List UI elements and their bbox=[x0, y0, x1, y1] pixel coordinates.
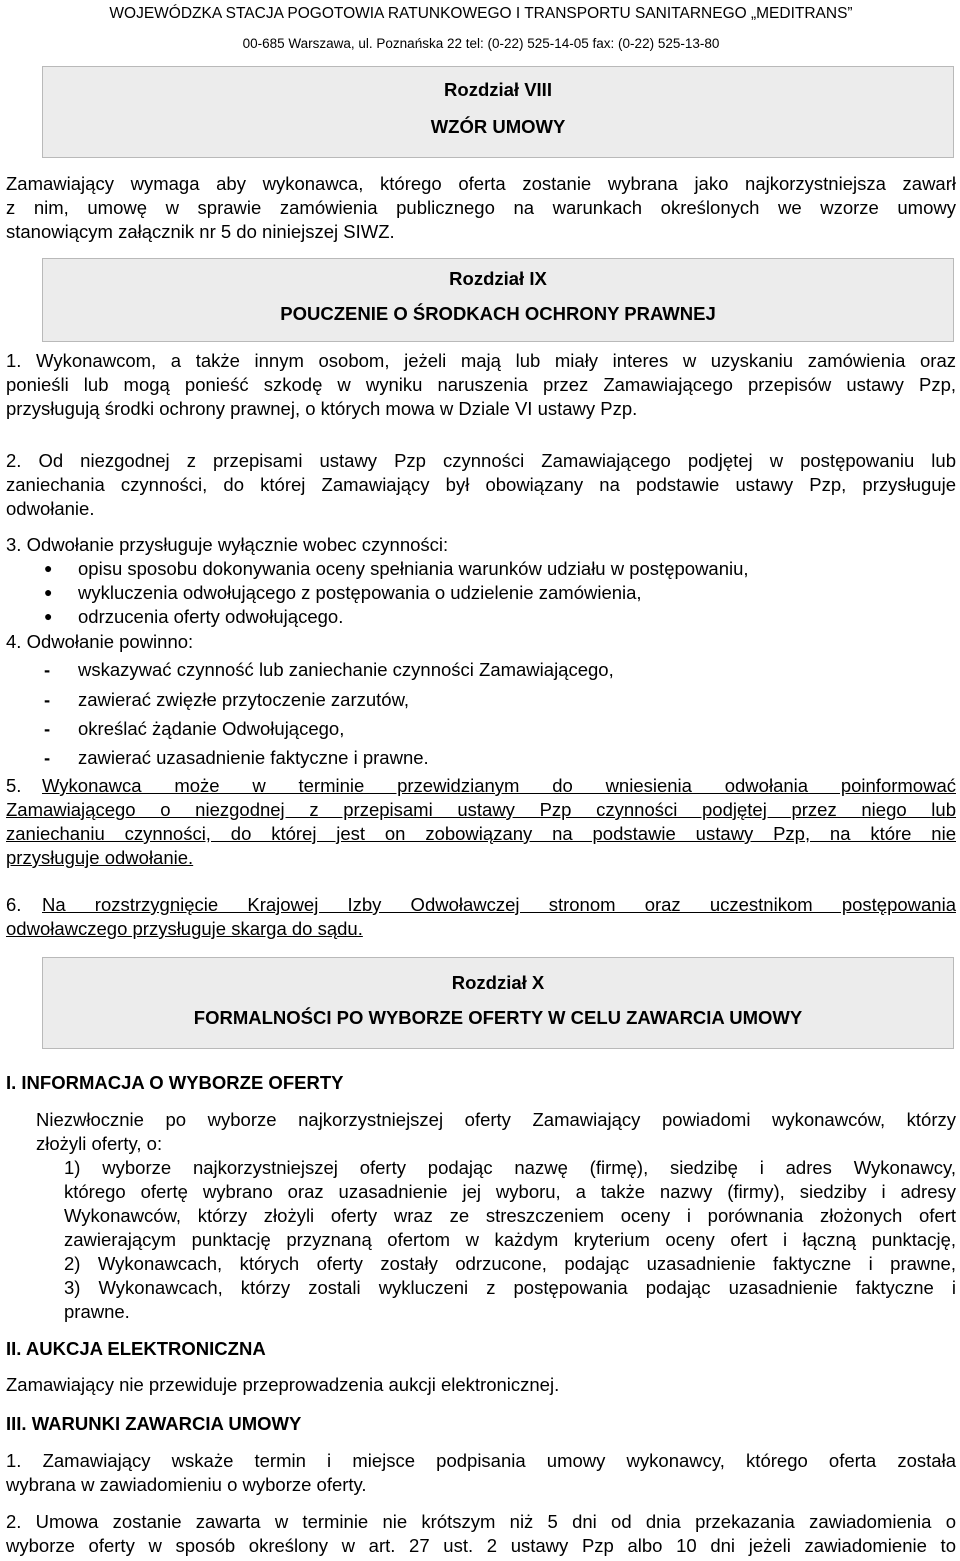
bullet-icon: ● bbox=[44, 608, 53, 624]
point-5-number: 5. bbox=[6, 775, 22, 796]
bullet-icon: ● bbox=[44, 560, 53, 576]
header-organization: WOJEWÓDZKA STACJA POGOTOWIA RATUNKOWEGO I TRANSPORTU SANITARNEGO „MEDITRANS” bbox=[109, 5, 853, 22]
chapter-8-title: Rozdział VIII bbox=[444, 79, 552, 100]
list-item: opisu sposobu dokonywania oceny spełniania warunków udziału w postępowaniu, bbox=[78, 558, 749, 579]
chapter-9-point-1: 1. Wykonawcom, a także innym osobom, jeżeli mają lub miały interes w uzyskaniu zamówienia oraz ponieśli lub mogą ponieść szkodę w wyniku naruszenia przez Zamawiającego przepisów ustawy Pzp, przysługują środki ochrony prawnej, o których mowa w Dziale VI ustawy Pzp. bbox=[6, 350, 956, 419]
section-3-heading: III. WARUNKI ZAWARCIA UMOWY bbox=[6, 1413, 302, 1434]
chapter-9-subtitle: POUCZENIE O ŚRODKACH OCHRONY PRAWNEJ bbox=[280, 303, 716, 324]
section-1-intro: Niezwłocznie po wyborze najkorzystniejszej oferty Zamawiający powiadomi wykonawców, którzy złożyli oferty, o: bbox=[36, 1109, 956, 1154]
chapter-9-point-6: Na rozstrzygnięcie Krajowej Izby Odwoławczej stronom oraz uczestnikom postępowania odwoławczego przysługuje skarga do sądu. bbox=[6, 894, 956, 939]
chapter-8-paragraph: Zamawiający wymaga aby wykonawca, którego oferta zostanie wybrana jako najkorzystniejsza zawarł z nim, umowę w sprawie zamówienia publicznego na warunkach określonych we wzorze umowy stanowiącym załącznik nr 5 do niniejszej SIWZ. bbox=[6, 173, 956, 242]
list-item: wskazywać czynność lub zaniechanie czynności Zamawiającego, bbox=[78, 659, 614, 680]
chapter-9-point-2: 2. Od niezgodnej z przepisami ustawy Pzp czynności Zamawiającego podjętej w postępowaniu lub zaniechania czynności, do której Zamawiający był obowiązany na podstawie ustawy Pzp, przysługuje odwołanie. bbox=[6, 450, 956, 519]
chapter-8-subtitle: WZÓR UMOWY bbox=[430, 116, 566, 137]
chapter-9-heading-box bbox=[42, 258, 954, 342]
section-1-list: 1) wyborze najkorzystniejszej oferty podając nazwę (firmę), siedzibę i adres Wykonawcy, którego ofertę wybrano oraz uzasadnienie jej wyboru, a także nazwy (firmy), siedziby i adresy Wykonawców, którzy złożyli oferty wraz ze streszczeniem oceny i porównania złożonych ofert zawierającym punktację przyznaną ofertom w każdym kryterium oceny ofert i łączną punktację, 2) Wykonawcach, których oferty zostały odrzucone, podając uzasadnienie faktyczne i prawne, 3) Wykonawcach, którzy zostali wykluczeni z postępowania podając uzasadnienie faktyczne i prawne. bbox=[64, 1157, 956, 1322]
dash-marker: - bbox=[44, 718, 51, 739]
section-2-heading: II. AUKCJA ELEKTRONICZNA bbox=[6, 1338, 266, 1359]
list-item: zawierać uzasadnienie faktyczne i prawne. bbox=[78, 747, 429, 768]
section-3-point-1: 1. Zamawiający wskaże termin i miejsce podpisania umowy wykonawcy, którego oferta została wybrana w zawiadomieniu o wyborze oferty. bbox=[6, 1450, 956, 1495]
chapter-8-heading-box bbox=[42, 66, 954, 158]
bullet-icon: ● bbox=[44, 584, 53, 600]
point-6-number: 6. bbox=[6, 894, 22, 915]
chapter-10-title: Rozdział X bbox=[451, 972, 545, 993]
chapter-9-point-4: 4. Odwołanie powinno: bbox=[6, 631, 194, 652]
section-1-heading: I. INFORMACJA O WYBORZE OFERTY bbox=[6, 1072, 344, 1093]
section-3-point-2: 2. Umowa zostanie zawarta w terminie nie krótszym niż 5 dni od dnia przekazania zawiadomienia o wyborze oferty w sposób określony w art. 27 ust. 2 ustawy Pzp albo 10 dni jeżeli zawiadomienie to bbox=[6, 1511, 956, 1556]
list-item: określać żądanie Odwołującego, bbox=[78, 718, 345, 739]
dash-marker: - bbox=[44, 689, 51, 710]
dash-marker: - bbox=[44, 747, 51, 768]
chapter-10-heading-box bbox=[42, 957, 954, 1049]
header-address: 00-685 Warszawa, ul. Poznańska 22 tel: (0-22) 525-14-05 fax: (0-22) 525-13-80 bbox=[242, 36, 720, 51]
chapter-9-title: Rozdział IX bbox=[449, 268, 547, 289]
list-item: odrzucenia oferty odwołującego. bbox=[78, 606, 344, 627]
list-item: zawierać zwięzłe przytoczenie zarzutów, bbox=[78, 689, 410, 710]
section-2-text: Zamawiający nie przewiduje przeprowadzenia aukcji elektronicznej. bbox=[6, 1374, 560, 1395]
chapter-9-point-5: Wykonawca może w terminie przewidzianym do wniesienia odwołania poinformować Zamawiającego o niezgodnej z przepisami ustawy Pzp czynności podjętej przez niego lub zaniechaniu czynności, do której jest on zobowiązany na podstawie ustawy Pzp, na które nie przysługuje odwołanie. bbox=[6, 775, 956, 868]
list-item: wykluczenia odwołującego z postępowania o udzielenie zamówienia, bbox=[78, 582, 642, 603]
chapter-9-point-3: 3. Odwołanie przysługuje wyłącznie wobec czynności: bbox=[6, 534, 449, 555]
dash-marker: - bbox=[44, 659, 51, 680]
chapter-10-subtitle: FORMALNOŚCI PO WYBORZE OFERTY W CELU ZAWARCIA UMOWY bbox=[193, 1007, 803, 1028]
